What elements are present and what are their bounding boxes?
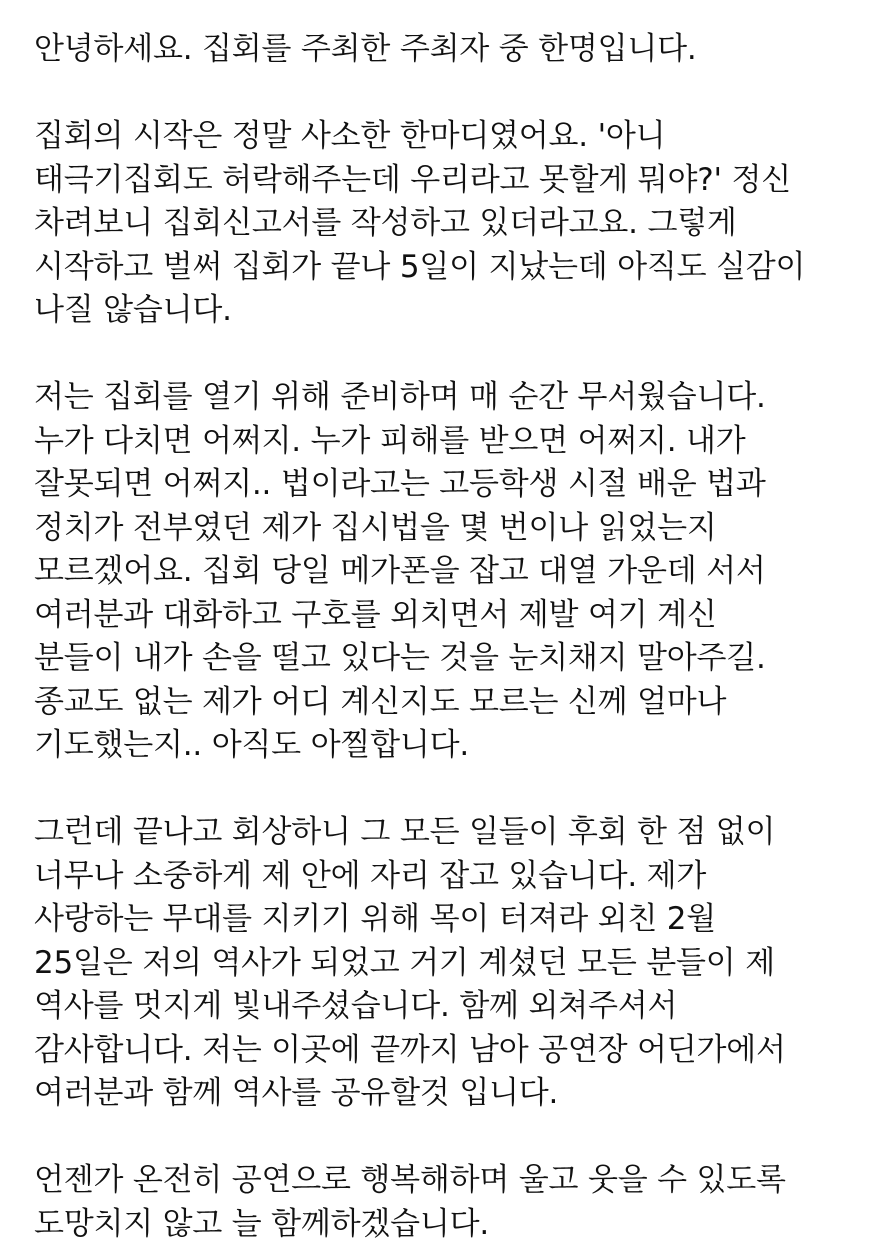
text-line: 감사합니다. 저는 이곳에 끝까지 남아 공연장 어딘가에서 xyxy=(34,1029,889,1073)
text-line: 여러분과 함께 역사를 공유할것 입니다. xyxy=(34,1072,889,1116)
paragraph-gap xyxy=(34,1116,889,1160)
text-line: 태극기집회도 허락해주는데 우리라고 못할게 뭐야?' 정신 xyxy=(34,159,889,203)
text-line: 기도했는지.. 아직도 아찔합니다. xyxy=(34,724,889,768)
text-line: 그런데 끝나고 회상하니 그 모든 일들이 후회 한 점 없이 xyxy=(34,811,889,855)
paragraph-3 xyxy=(34,376,889,768)
paragraph-5 xyxy=(34,1159,889,1246)
paragraph-gap xyxy=(34,333,889,377)
paragraph-1 xyxy=(34,28,889,72)
text-line: 사랑하는 무대를 지키기 위해 목이 터져라 외친 2월 xyxy=(34,898,889,942)
text-line: 분들이 내가 손을 떨고 있다는 것을 눈치채지 말아주길. xyxy=(34,637,889,681)
text-line: 너무나 소중하게 제 안에 자리 잡고 있습니다. 제가 xyxy=(34,855,889,899)
text-line: 나질 않습니다. xyxy=(34,289,889,333)
text-line: 정치가 전부였던 제가 집시법을 몇 번이나 읽었는지 xyxy=(34,507,889,551)
text-line: 저는 집회를 열기 위해 준비하며 매 순간 무서웠습니다. xyxy=(34,376,889,420)
paragraph-gap xyxy=(34,768,889,812)
text-line: 차려보니 집회신고서를 작성하고 있더라고요. 그렇게 xyxy=(34,202,889,246)
paragraph-4 xyxy=(34,811,889,1116)
text-line: 잘못되면 어쩌지.. 법이라고는 고등학생 시절 배운 법과 xyxy=(34,463,889,507)
text-line: 모르겠어요. 집회 당일 메가폰을 잡고 대열 가운데 서서 xyxy=(34,550,889,594)
text-line: 역사를 멋지게 빛내주셨습니다. 함께 외쳐주셔서 xyxy=(34,985,889,1029)
text-line: 25일은 저의 역사가 되었고 거기 계셨던 모든 분들이 제 xyxy=(34,942,889,986)
text-line: 도망치지 않고 늘 함께하겠습니다. xyxy=(34,1203,889,1246)
document-body xyxy=(34,0,889,1246)
text-line: 여러분과 대화하고 구호를 외치면서 제발 여기 계신 xyxy=(34,594,889,638)
text-line: 누가 다치면 어쩌지. 누가 피해를 받으면 어쩌지. 내가 xyxy=(34,420,889,464)
text-line: 언젠가 온전히 공연으로 행복해하며 울고 웃을 수 있도록 xyxy=(34,1159,889,1203)
paragraph-2 xyxy=(34,115,889,333)
text-line: 집회의 시작은 정말 사소한 한마디였어요. '아니 xyxy=(34,115,889,159)
paragraph-gap xyxy=(34,72,889,116)
text-line: 시작하고 벌써 집회가 끝나 5일이 지났는데 아직도 실감이 xyxy=(34,246,889,290)
text-line: 종교도 없는 제가 어디 계신지도 모르는 신께 얼마나 xyxy=(34,681,889,725)
text-line: 안녕하세요. 집회를 주최한 주최자 중 한명입니다. xyxy=(34,28,889,72)
